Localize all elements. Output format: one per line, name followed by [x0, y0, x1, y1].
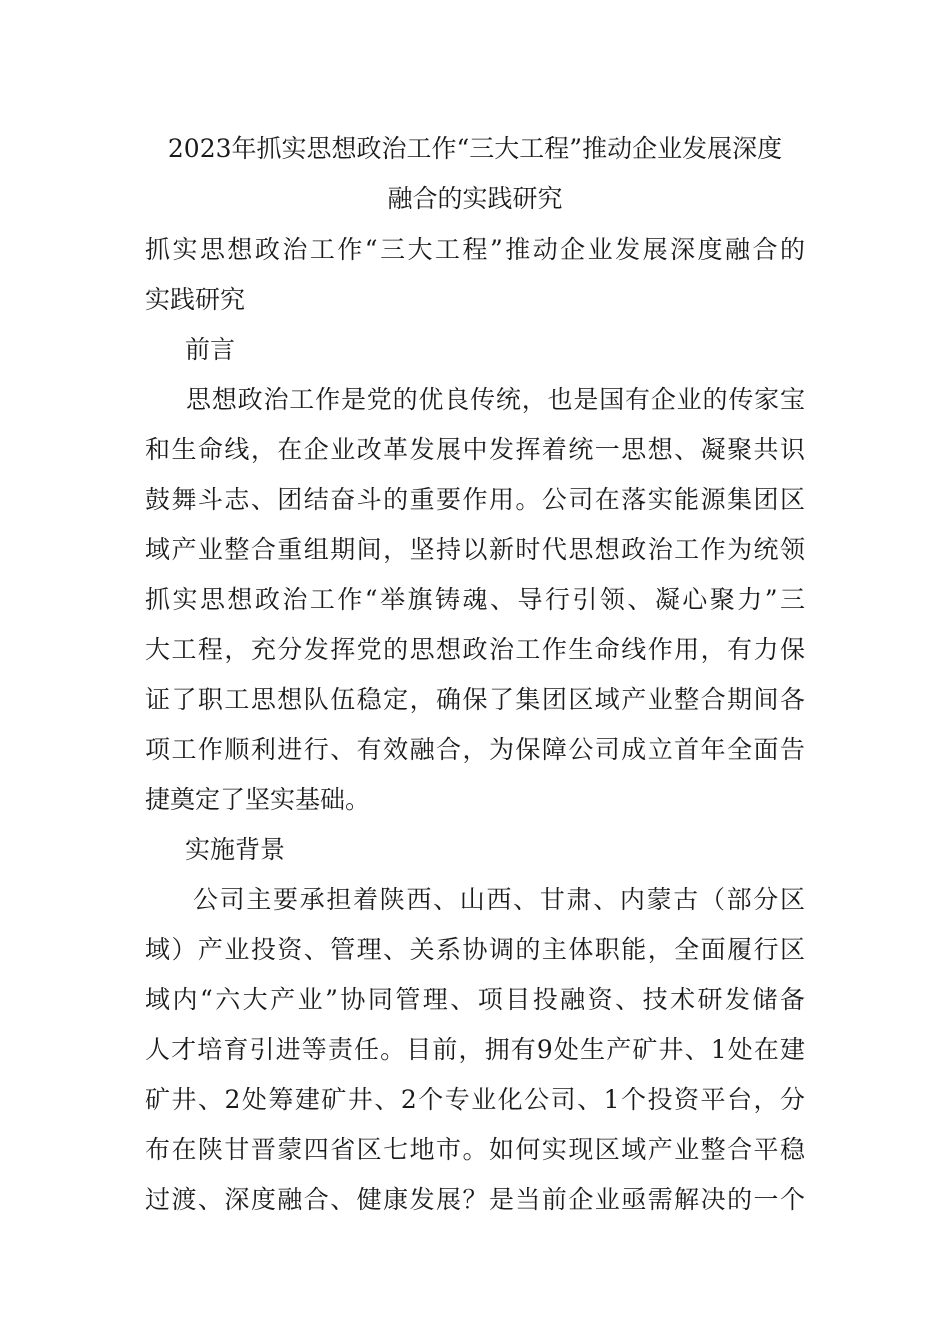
- paragraph-line: 捷奠定了坚实基础。: [145, 785, 371, 814]
- paragraph-line: 布在陕甘晋蒙四省区七地市。如何实现区域产业整合平稳: [145, 1135, 805, 1164]
- paragraph-line: 域产业整合重组期间，坚持以新时代思想政治工作为统领: [145, 535, 805, 564]
- document-title-line-2: 融合的实践研究: [387, 184, 563, 213]
- subtitle-line-1: 抓实思想政治工作“三大工程”推动企业发展深度融合的: [145, 235, 805, 264]
- paragraph-line: 鼓舞斗志、团结奋斗的重要作用。公司在落实能源集团区: [145, 485, 805, 514]
- subtitle-line-2: 实践研究: [145, 285, 246, 314]
- paragraph-line: 思想政治工作是党的优良传统，也是国有企业的传家宝: [186, 385, 805, 414]
- paragraph-line: 域）产业投资、管理、关系协调的主体职能，全面履行区: [145, 935, 805, 964]
- paragraph-line: 证了职工思想队伍稳定，确保了集团区域产业整合期间各: [145, 685, 805, 714]
- paragraph-line: 公司主要承担着陕西、山西、甘肃、内蒙古（部分区: [193, 885, 805, 914]
- paragraph-line: 人才培育引进等责任。目前，拥有9处生产矿井、1处在建: [145, 1035, 805, 1064]
- paragraph-line: 域内“六大产业”协同管理、项目投融资、技术研发储备: [145, 985, 805, 1014]
- section-heading-preface: 前言: [185, 335, 236, 364]
- paragraph-line: 过渡、深度融合、健康发展？是当前企业亟需解决的一个: [145, 1185, 805, 1214]
- paragraph-line: 大工程，充分发挥党的思想政治工作生命线作用，有力保: [145, 635, 805, 664]
- section-heading-background: 实施背景: [185, 835, 286, 864]
- paragraph-line: 矿井、2处筹建矿井、2个专业化公司、1个投资平台，分: [145, 1085, 805, 1114]
- paragraph-line: 项工作顺利进行、有效融合，为保障公司成立首年全面告: [145, 735, 805, 764]
- paragraph-line: 抓实思想政治工作“举旗铸魂、导行引领、凝心聚力”三: [145, 585, 805, 614]
- document-title-line-1: 2023年抓实思想政治工作“三大工程”推动企业发展深度: [167, 134, 783, 163]
- paragraph-line: 和生命线，在企业改革发展中发挥着统一思想、凝聚共识: [145, 435, 805, 464]
